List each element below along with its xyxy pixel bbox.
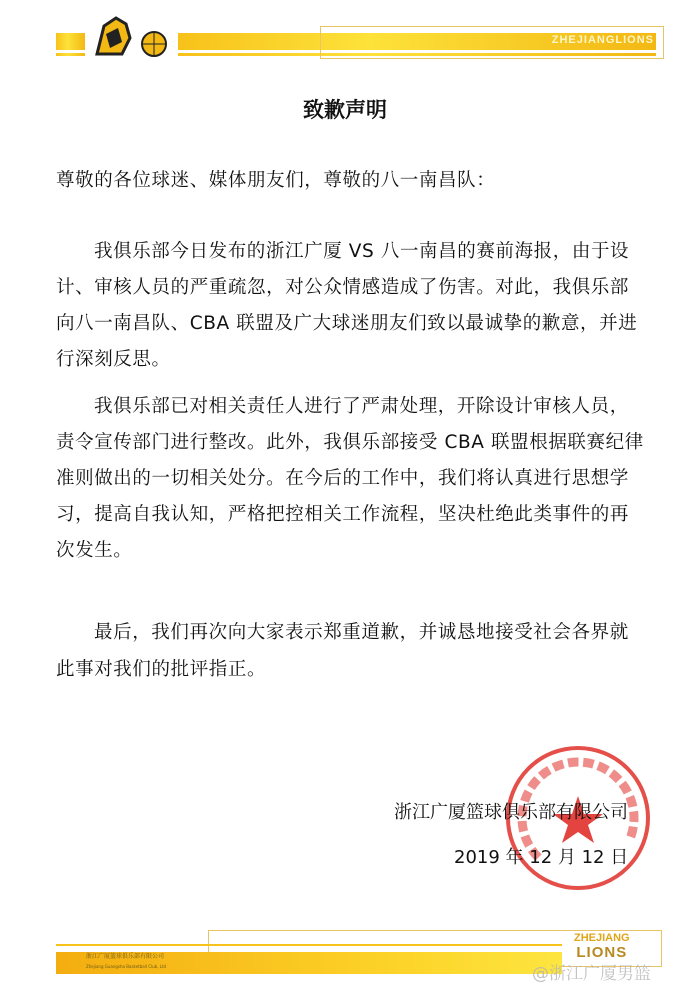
para1-line: 行深刻反思。: [56, 349, 171, 370]
para2-line: 准则做出的一切相关处分。在今后的工作中，我们将认真进行思想学: [56, 468, 630, 489]
para2-line: 次发生。: [56, 540, 133, 561]
para2-line: 我俱乐部已对相关责任人进行了严肃处理，开除设计审核人员，: [94, 396, 629, 417]
header-bar-left: [56, 33, 85, 50]
document-title: 致歉声明: [303, 98, 387, 122]
footer-company-cn: 浙江广厦篮球俱乐部有限公司: [86, 953, 165, 960]
signature-date: 2019 年 12 月 12 日: [454, 847, 629, 868]
footer-brand-top: ZHEJIANG: [574, 932, 630, 944]
footer-brand: [574, 932, 630, 961]
para1-line: 向八一南昌队、CBA 联盟及广大球迷朋友们致以最诚挚的歉意，并进: [56, 313, 638, 334]
para3-line: 最后，我们再次向大家表示郑重道歉，并诚恳地接受社会各界就: [94, 622, 629, 643]
lion-logo-icon: [92, 14, 172, 60]
signature-org: 浙江广厦篮球俱乐部有限公司: [394, 802, 628, 823]
footer-brand-bottom: LIONS: [576, 944, 628, 961]
salutation: 尊敬的各位球迷、媒体朋友们，尊敬的八一南昌队：: [56, 170, 496, 191]
para2-line: 责令宣传部门进行整改。此外，我俱乐部接受 CBA 联盟根据联赛纪律: [56, 432, 644, 453]
footer-company-en: Zhejiang Guangsha Basketball Club, Ltd: [86, 964, 167, 969]
footer-line: [56, 944, 562, 946]
para1-line: 我俱乐部今日发布的浙江广厦 VS 八一南昌的赛前海报，由于设: [94, 241, 630, 262]
para3-line: 此事对我们的批评指正。: [56, 659, 267, 680]
header-brand: ZHEJIANGLIONS: [551, 34, 654, 46]
para2-line: 习，提高自我认知，严格把控相关工作流程，坚决杜绝此类事件的再: [56, 504, 630, 525]
para1-line: 计、审核人员的严重疏忽，对公众情感造成了伤害。对此，我俱乐部: [56, 277, 630, 298]
header-bar-left-thin: [56, 53, 85, 56]
weibo-watermark: @浙江广厦男篮: [532, 964, 651, 984]
